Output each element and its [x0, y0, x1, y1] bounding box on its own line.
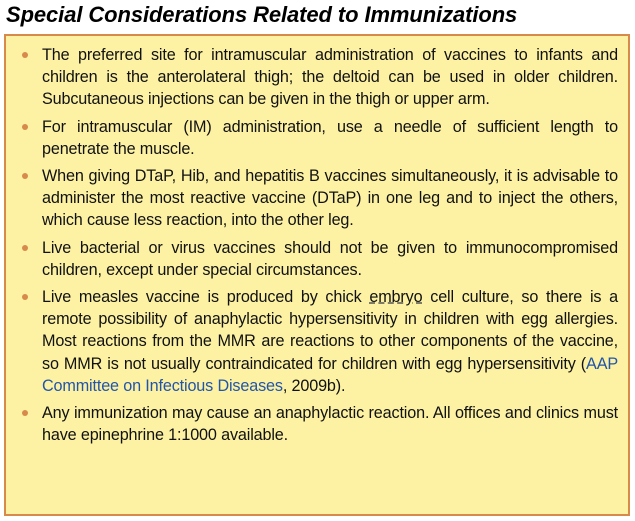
list-item	[22, 237, 618, 281]
list-item	[22, 286, 618, 397]
bullet-icon	[22, 245, 28, 251]
bullet-icon	[22, 173, 28, 179]
considerations-box	[4, 34, 630, 516]
item-text-end: , 2009b).	[282, 376, 346, 395]
considerations-list	[6, 36, 628, 446]
item-text: Live bacterial or virus vaccines should not be given to immunocompromised children, except under special circumstances.	[42, 238, 618, 279]
bullet-icon	[22, 410, 28, 416]
bullet-icon	[22, 294, 28, 300]
list-item	[22, 44, 618, 111]
reference-link[interactable]: AAP Committee on Infectious Diseases	[42, 354, 618, 395]
bullet-icon	[22, 124, 28, 130]
list-item	[22, 165, 618, 232]
list-item	[22, 402, 618, 446]
page-title: Special Considerations Related to Immunizations	[6, 2, 518, 27]
item-text: When giving DTaP, Hib, and hepatitis B vaccines simultaneously, it is advisable to administer the most reactive vaccine (DTaP) in one leg and to inject the others, which cause less reaction, into the other leg.	[42, 167, 618, 230]
underlined-term: embryo	[369, 288, 423, 307]
bullet-icon	[22, 52, 28, 58]
list-item	[22, 116, 618, 160]
item-text-start: Live measles vaccine is produced by chick	[42, 288, 370, 307]
item-text: The preferred site for intramuscular administration of vaccines to infants and children is the anterolateral thigh; the deltoid can be used in older children. Subcutaneous injections can be given in the thigh or upper arm.	[42, 46, 618, 109]
item-text-middle: cell culture, so there is a remote possibility of anaphylactic hypersensitivity in children with egg allergies. Most reactions from the MMR are reactions to other components of the vaccine, so MMR is not usually contraindicated for children with egg hypersensitivity (	[42, 288, 619, 373]
item-text: For intramuscular (IM) administration, use a needle of sufficient length to penetrate the muscle.	[42, 117, 618, 158]
item-text: Any immunization may cause an anaphylactic reaction. All offices and clinics must have epinephrine 1:1000 available.	[42, 404, 618, 445]
